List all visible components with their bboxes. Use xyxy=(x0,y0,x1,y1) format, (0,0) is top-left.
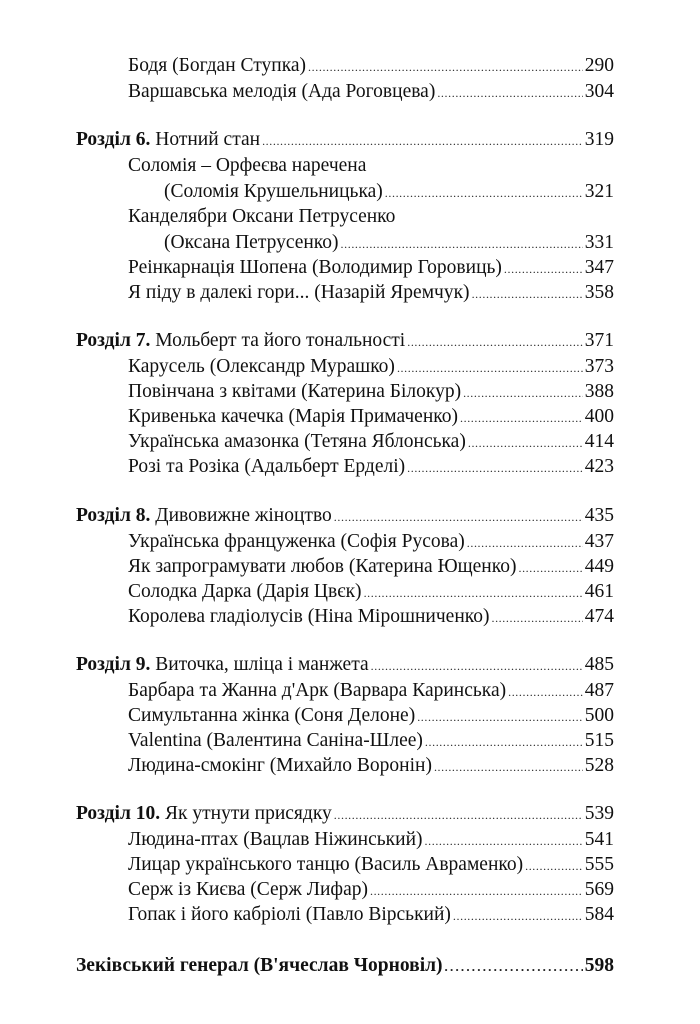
dot-leader xyxy=(434,754,583,780)
entry-page-number: 555 xyxy=(584,854,614,875)
toc-entry xyxy=(128,877,614,904)
section-title: Мольберт та його тональності xyxy=(155,330,406,351)
dot-leader xyxy=(262,128,583,154)
dot-leader xyxy=(463,380,583,406)
section-heading-6 xyxy=(76,127,614,154)
entry-title: Реінкарнація Шопена (Володимир Горовиць) xyxy=(128,257,502,278)
toc-final-entry xyxy=(76,953,614,980)
dot-leader xyxy=(467,530,583,556)
entry-title: Гопак і його кабріолі (Павло Вірський) xyxy=(128,904,451,925)
dot-leader xyxy=(468,430,583,456)
section-page-number: 539 xyxy=(584,803,614,824)
toc-entry xyxy=(128,753,614,780)
dot-leader xyxy=(460,405,583,431)
section-label: Розділ 6. xyxy=(76,129,151,150)
entry-title: Кривенька качечка (Марія Примаченко) xyxy=(128,406,458,427)
dot-leader xyxy=(407,329,583,355)
entry-title: Людина-птах (Вацлав Ніжинський) xyxy=(128,829,423,850)
section-page-number: 435 xyxy=(584,505,614,526)
entry-title: Лицар українського танцю (Василь Авраменко) xyxy=(128,854,524,875)
section-page-number: 319 xyxy=(584,129,614,150)
entry-page-number: 414 xyxy=(584,431,614,452)
section-heading-text xyxy=(76,652,369,678)
entry-title: Варшавська мелодія (Ада Роговцева) xyxy=(128,81,436,102)
section-label: Розділ 10. xyxy=(76,803,161,824)
toc-entry xyxy=(128,404,614,431)
entry-page-number: 541 xyxy=(584,829,614,850)
dot-leader xyxy=(425,828,583,854)
toc-entry xyxy=(128,678,614,705)
toc-entry xyxy=(128,354,614,381)
entry-page-number: 358 xyxy=(584,282,614,303)
toc-entry xyxy=(128,379,614,406)
entry-page-number: 449 xyxy=(584,556,614,577)
entry-page-number: 347 xyxy=(584,257,614,278)
section-heading-8 xyxy=(76,503,614,530)
entry-title: (Соломія Крушельницька) xyxy=(164,181,383,202)
section-heading-7 xyxy=(76,328,614,355)
entry-page-number: 423 xyxy=(584,456,614,477)
toc-entry xyxy=(128,454,614,481)
dot-leader xyxy=(504,256,583,282)
entry-page-number: 461 xyxy=(584,581,614,602)
entry-title: Солодка Дарка (Дарія Цвєк) xyxy=(128,581,362,602)
section-title: Нотний стан xyxy=(155,129,261,150)
toc-entry xyxy=(128,280,614,307)
dot-leader xyxy=(417,704,583,730)
section-heading-text xyxy=(76,328,405,354)
entry-title: Я піду в далекі гори... (Назарій Яремчук) xyxy=(128,282,470,303)
dot-leader xyxy=(341,231,583,257)
final-entry-page-number: 598 xyxy=(584,955,614,976)
toc-entry xyxy=(128,852,614,879)
entry-title-line1: Соломія – Орфеєва наречена xyxy=(128,155,367,176)
entry-page-number: 304 xyxy=(584,81,614,102)
entry-page-number: 474 xyxy=(584,606,614,627)
toc-entry xyxy=(128,53,614,80)
section-heading-text xyxy=(76,503,332,529)
entry-title: Українська француженка (Софія Русова) xyxy=(128,531,465,552)
toc-entry xyxy=(128,79,614,106)
dot-leader xyxy=(508,679,583,705)
entry-title: Королева гладіолусів (Ніна Мірошниченко) xyxy=(128,606,490,627)
toc-entry xyxy=(164,179,614,206)
dot-leader xyxy=(397,355,583,381)
toc-entry xyxy=(128,255,614,282)
toc-entry xyxy=(128,827,614,854)
entry-page-number: 569 xyxy=(584,879,614,900)
entry-title: Українська амазонка (Тетяна Яблонська) xyxy=(128,431,466,452)
dot-leader xyxy=(334,802,583,828)
dot-leader xyxy=(371,653,583,679)
entry-page-number: 321 xyxy=(584,181,614,202)
toc-entry xyxy=(128,604,614,631)
section-label: Розділ 8. xyxy=(76,505,151,526)
dot-leader xyxy=(491,605,582,631)
toc-entry xyxy=(128,703,614,730)
toc-entry xyxy=(128,554,614,581)
section-title: Виточка, шліца і манжета xyxy=(155,654,369,675)
dot-leader xyxy=(407,455,583,481)
entry-page-number: 584 xyxy=(584,904,614,925)
dot-leader xyxy=(334,504,583,530)
entry-page-number: 331 xyxy=(584,232,614,253)
section-title: Дивовижне жіноцтво xyxy=(155,505,332,526)
entry-title: Барбара та Жанна д'Арк (Варвара Каринська) xyxy=(128,680,507,701)
section-label: Розділ 9. xyxy=(76,654,151,675)
section-heading-9 xyxy=(76,652,614,679)
toc-entry xyxy=(128,579,614,606)
entry-title: Як запрограмувати любов (Катерина Ющенко) xyxy=(128,556,517,577)
dot-leader xyxy=(364,580,583,606)
entry-page-number: 290 xyxy=(584,55,614,76)
toc-entry-first-line xyxy=(128,204,614,230)
entry-title: Людина-смокінг (Михайло Воронін) xyxy=(128,755,432,776)
entry-page-number: 400 xyxy=(584,406,614,427)
entry-title: Симультанна жінка (Соня Делоне) xyxy=(128,705,416,726)
toc-entry-first-line xyxy=(128,153,614,179)
toc-entry xyxy=(164,230,614,257)
toc-entry xyxy=(128,529,614,556)
entry-page-number: 487 xyxy=(584,680,614,701)
entry-page-number: 437 xyxy=(584,531,614,552)
toc-entry xyxy=(128,902,614,929)
toc-entry xyxy=(128,728,614,755)
section-page-number: 485 xyxy=(584,654,614,675)
dot-leader xyxy=(525,853,583,879)
section-heading-text xyxy=(76,127,260,153)
entry-page-number: 528 xyxy=(584,755,614,776)
entry-title: Карусель (Олександр Мурашко) xyxy=(128,356,395,377)
dot-leader xyxy=(518,555,582,581)
section-title: Як утнути присядку xyxy=(165,803,332,824)
entry-title: Бодя (Богдан Ступка) xyxy=(128,55,307,76)
entry-title: Серж із Києва (Серж Лифар) xyxy=(128,879,368,900)
dot-leader xyxy=(385,180,583,206)
entry-title: Повінчана з квітами (Катерина Білокур) xyxy=(128,381,462,402)
entry-title-line1: Канделябри Оксани Петрусенко xyxy=(128,206,396,227)
section-heading-text xyxy=(76,801,332,827)
entry-page-number: 373 xyxy=(584,356,614,377)
dot-leader xyxy=(437,80,582,106)
final-entry-title: Зеківський генерал (В'ячеслав Чорновіл) xyxy=(76,955,443,976)
entry-title: Valentina (Валентина Саніна-Шлее) xyxy=(128,730,423,751)
dot-leader xyxy=(472,281,583,307)
dot-leader xyxy=(308,54,583,80)
dot-leader xyxy=(445,954,583,980)
dot-leader xyxy=(453,903,583,929)
section-heading-10 xyxy=(76,801,614,828)
entry-page-number: 500 xyxy=(584,705,614,726)
section-label: Розділ 7. xyxy=(76,330,151,351)
dot-leader xyxy=(425,729,583,755)
entry-page-number: 515 xyxy=(584,730,614,751)
section-page-number: 371 xyxy=(584,330,614,351)
dot-leader xyxy=(370,878,583,904)
entry-title: (Оксана Петрусенко) xyxy=(164,232,339,253)
entry-title: Розі та Розіка (Адальберт Ерделі) xyxy=(128,456,406,477)
toc-entry xyxy=(128,429,614,456)
entry-page-number: 388 xyxy=(584,381,614,402)
